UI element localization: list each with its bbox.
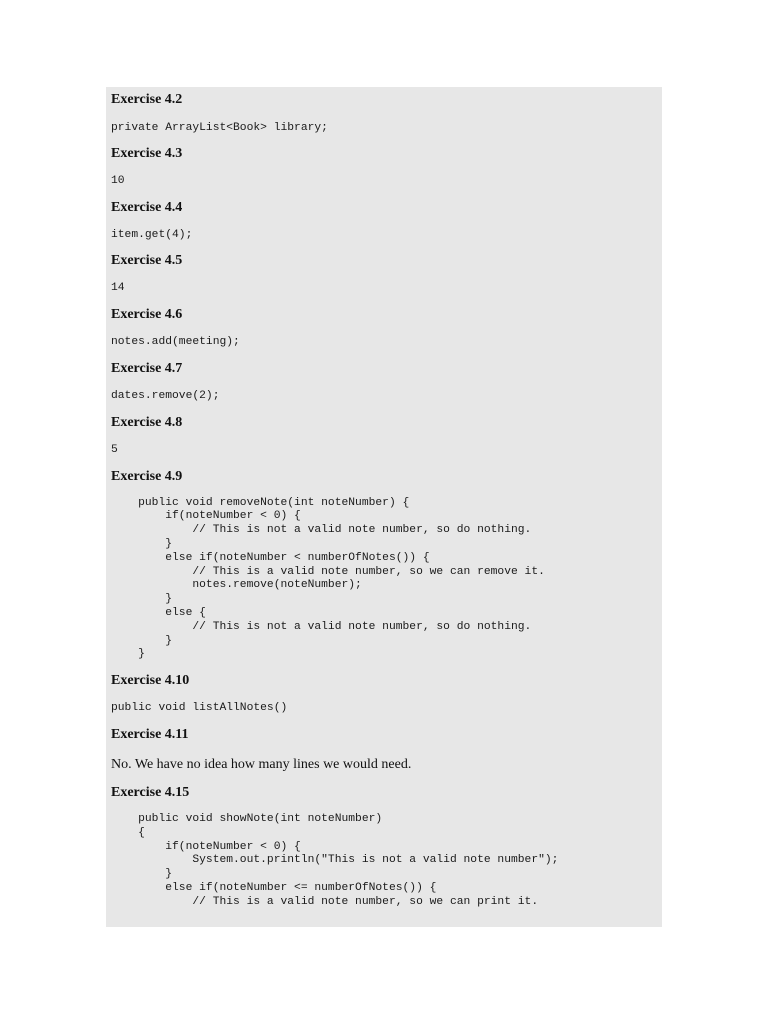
exercise-answer-code: 14 [111, 282, 125, 295]
exercise-answer-code: 5 [111, 443, 118, 456]
document-content [111, 91, 658, 910]
exercise-heading: Exercise 4.5 [111, 253, 183, 269]
exercise-answer-code: public void removeNote(int noteNumber) { if(noteNumber < 0) { // This is not a valid note number, so do nothing. } else if(noteNumber < numberOfNotes()) { // This is a valid note number, so we can remove it. notes.remove(noteNumber); } else { // This is not a valid note number, so do nothing. } } [138, 496, 545, 661]
exercise-heading: Exercise 4.2 [111, 92, 183, 107]
exercise-answer-code: dates.remove(2); [111, 389, 220, 402]
exercise-heading: Exercise 4.8 [111, 414, 183, 430]
exercise-heading: Exercise 4.15 [111, 784, 190, 800]
exercise-heading: Exercise 4.3 [111, 145, 183, 161]
exercise-answer-code: notes.add(meeting); [111, 336, 240, 349]
document-page [106, 87, 662, 927]
exercise-answer-code: item.get(4); [111, 228, 193, 241]
exercise-answer-code: 10 [111, 174, 125, 187]
exercise-answer-text: No. We have no idea how many lines we would need. [111, 756, 412, 772]
exercise-heading: Exercise 4.4 [111, 199, 183, 215]
exercise-heading: Exercise 4.6 [111, 307, 183, 323]
exercise-answer-code: public void listAllNotes() [111, 702, 288, 715]
exercise-answer-code: public void showNote(int noteNumber) { if(noteNumber < 0) { System.out.println("This is not a valid note number"); } else if(noteNumber <= numberOfNotes()) { // This is a valid note number, so we can print it. [138, 812, 559, 908]
exercise-heading: Exercise 4.10 [111, 673, 190, 689]
exercise-heading: Exercise 4.11 [111, 726, 189, 742]
exercise-heading: Exercise 4.7 [111, 360, 183, 376]
exercise-heading: Exercise 4.9 [111, 468, 183, 484]
exercise-answer-code: private ArrayList<Book> library; [111, 122, 328, 134]
